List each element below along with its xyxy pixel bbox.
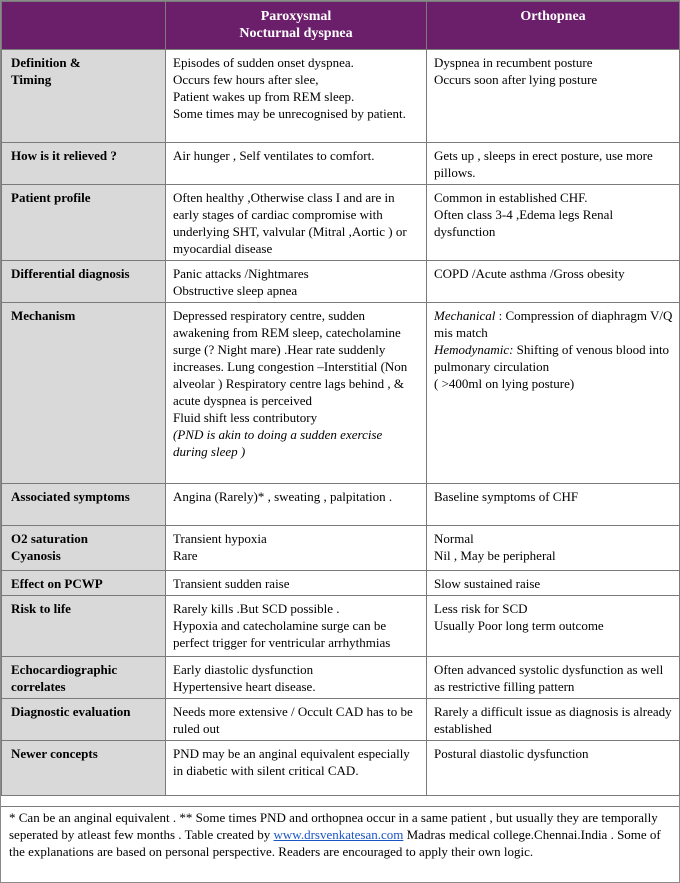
cell-text: Baseline symptoms of CHF bbox=[434, 489, 579, 504]
cell-text: Rarely kills .But SCD possible . bbox=[173, 601, 340, 616]
cell-line bbox=[434, 147, 673, 181]
row-label-line: Associated symptoms bbox=[11, 489, 130, 504]
cell-line bbox=[173, 307, 420, 409]
cell-line bbox=[434, 206, 673, 240]
row-label bbox=[2, 50, 166, 143]
table-row bbox=[2, 571, 680, 596]
header-pnd bbox=[166, 2, 427, 50]
cell-line bbox=[434, 661, 673, 695]
cell-line bbox=[173, 426, 420, 460]
cell-text: Needs more extensive / Occult CAD has to be ruled out bbox=[173, 704, 413, 736]
table-row bbox=[2, 185, 680, 261]
orthopnea-cell bbox=[427, 596, 680, 657]
cell-text: Often advanced systolic dysfunction as well as restrictive filling pattern bbox=[434, 662, 664, 694]
footnote-text-end: Madras medical college.Chennai.India . Some of the explanations are based on personal perspective. Readers are encouraged to apply their own logic. bbox=[9, 827, 661, 859]
cell-text: Transient sudden raise bbox=[173, 576, 290, 591]
cell-line bbox=[434, 488, 673, 505]
table-row bbox=[2, 143, 680, 185]
cell-line bbox=[434, 71, 673, 88]
cell-text: Usually Poor long term outcome bbox=[434, 618, 604, 633]
row-label-line: Effect on PCWP bbox=[11, 576, 103, 591]
orthopnea-cell bbox=[427, 526, 680, 571]
row-label bbox=[2, 143, 166, 185]
cell-line bbox=[173, 409, 420, 426]
orthopnea-cell bbox=[427, 484, 680, 526]
cell-text: Dyspnea in recumbent posture bbox=[434, 55, 593, 70]
cell-text: Panic attacks /Nightmares bbox=[173, 266, 309, 281]
orthopnea-cell bbox=[427, 571, 680, 596]
footnote-text-start: * Can be an anginal equivalent . ** Some times PND and orthopnea occur in a same patient , but usually they are temporally seperated by atleast few months . Table created by bbox=[9, 810, 658, 842]
row-label-line: Differential diagnosis bbox=[11, 266, 130, 281]
cell-text: Hypertensive heart disease. bbox=[173, 679, 316, 694]
cell-text: Fluid shift less contributory bbox=[173, 410, 318, 425]
row-label bbox=[2, 741, 166, 796]
cell-text: Often healthy ,Otherwise class I and are in early stages of cardiac compromise with underlying SHT, valvular (Mitral ,Aortic ) or myocardial disease bbox=[173, 190, 407, 256]
cell-line bbox=[173, 147, 420, 164]
table-row bbox=[2, 50, 680, 143]
table-row bbox=[2, 657, 680, 699]
header-feature bbox=[2, 2, 166, 50]
cell-text: Rare bbox=[173, 548, 198, 563]
row-label-line: Diagnostic evaluation bbox=[11, 704, 131, 719]
cell-text: Common in established CHF. bbox=[434, 190, 588, 205]
table-row bbox=[2, 261, 680, 303]
header-row bbox=[2, 2, 680, 50]
pnd-cell bbox=[166, 526, 427, 571]
row-label bbox=[2, 657, 166, 699]
cell-text: : Compression of diaphragm V/Q mis match bbox=[434, 308, 673, 340]
pnd-cell bbox=[166, 143, 427, 185]
cell-emphasis: (PND is akin to doing a sudden exercise during sleep ) bbox=[173, 427, 383, 459]
pnd-cell bbox=[166, 261, 427, 303]
cell-text: COPD /Acute asthma /Gross obesity bbox=[434, 266, 625, 281]
cell-line bbox=[173, 678, 420, 695]
row-label bbox=[2, 571, 166, 596]
cell-text: Obstructive sleep apnea bbox=[173, 283, 298, 298]
cell-text: Transient hypoxia bbox=[173, 531, 267, 546]
cell-text: Occurs few hours after slee, bbox=[173, 72, 319, 87]
cell-line bbox=[173, 617, 420, 651]
pnd-cell bbox=[166, 699, 427, 741]
cell-text: ( >400ml on lying posture) bbox=[434, 376, 575, 391]
cell-line bbox=[173, 575, 420, 592]
website-link[interactable]: www.drsvenkatesan.com bbox=[273, 827, 404, 842]
pnd-cell bbox=[166, 571, 427, 596]
table-row bbox=[2, 741, 680, 796]
row-label bbox=[2, 303, 166, 484]
cell-line bbox=[173, 71, 420, 88]
table-row bbox=[2, 484, 680, 526]
pnd-cell bbox=[166, 484, 427, 526]
orthopnea-cell bbox=[427, 699, 680, 741]
row-label-line: Cyanosis bbox=[11, 548, 61, 563]
orthopnea-cell bbox=[427, 261, 680, 303]
row-label bbox=[2, 185, 166, 261]
row-label-line: Mechanism bbox=[11, 308, 76, 323]
cell-line bbox=[434, 341, 673, 375]
pnd-cell bbox=[166, 657, 427, 699]
cell-line bbox=[434, 307, 673, 341]
table-row bbox=[2, 526, 680, 571]
pnd-cell bbox=[166, 303, 427, 484]
pnd-cell bbox=[166, 50, 427, 143]
cell-text: Postural diastolic dysfunction bbox=[434, 746, 589, 761]
table-row bbox=[2, 303, 680, 484]
pnd-cell bbox=[166, 741, 427, 796]
header-pnd-line2: Nocturnal dyspnea bbox=[239, 26, 353, 41]
row-label bbox=[2, 261, 166, 303]
row-label bbox=[2, 596, 166, 657]
orthopnea-cell bbox=[427, 303, 680, 484]
orthopnea-cell bbox=[427, 741, 680, 796]
row-label-line: O2 saturation bbox=[11, 531, 88, 546]
row-label bbox=[2, 526, 166, 571]
cell-text: Rarely a difficult issue as diagnosis is already established bbox=[434, 704, 672, 736]
cell-line bbox=[434, 703, 673, 737]
cell-text: Nil , May be peripheral bbox=[434, 548, 556, 563]
cell-line bbox=[434, 745, 673, 762]
cell-line bbox=[434, 54, 673, 71]
cell-text: Patient wakes up from REM sleep. bbox=[173, 89, 355, 104]
cell-text: Occurs soon after lying posture bbox=[434, 72, 598, 87]
cell-line bbox=[434, 600, 673, 617]
cell-line bbox=[434, 189, 673, 206]
pnd-cell bbox=[166, 185, 427, 261]
comparison-table bbox=[1, 1, 680, 796]
cell-line bbox=[434, 375, 673, 392]
cell-line bbox=[173, 661, 420, 678]
cell-text: Some times may be unrecognised by patient. bbox=[173, 106, 406, 121]
cell-text: Gets up , sleeps in erect posture, use more pillows. bbox=[434, 148, 653, 180]
header-orthopnea: Orthopnea bbox=[427, 2, 680, 50]
cell-line bbox=[434, 575, 673, 592]
cell-text: PND may be an anginal equivalent especially in diabetic with silent critical CAD. bbox=[173, 746, 410, 778]
row-label-line: How is it relieved ? bbox=[11, 148, 117, 163]
cell-line bbox=[173, 54, 420, 71]
orthopnea-cell bbox=[427, 143, 680, 185]
table-row bbox=[2, 596, 680, 657]
cell-text: Slow sustained raise bbox=[434, 576, 541, 591]
orthopnea-cell bbox=[427, 185, 680, 261]
cell-text: Hypoxia and catecholamine surge can be perfect trigger for ventricular arrhythmias bbox=[173, 618, 391, 650]
orthopnea-cell bbox=[427, 50, 680, 143]
cell-line bbox=[173, 530, 420, 547]
cell-text: Episodes of sudden onset dyspnea. bbox=[173, 55, 354, 70]
table-body bbox=[2, 50, 680, 796]
row-label-line: Echocardiographic correlates bbox=[11, 662, 118, 694]
row-label-line: Patient profile bbox=[11, 190, 91, 205]
row-label-line: Timing bbox=[11, 72, 52, 87]
orthopnea-cell bbox=[427, 657, 680, 699]
cell-line bbox=[173, 600, 420, 617]
row-label-line: Risk to life bbox=[11, 601, 71, 616]
cell-text: Shifting of venous blood into pulmonary circulation bbox=[434, 342, 670, 374]
cell-emphasis: Hemodynamic: bbox=[434, 342, 514, 357]
row-label-line: Newer concepts bbox=[11, 746, 98, 761]
cell-text: Often class 3-4 ,Edema legs Renal dysfunction bbox=[434, 207, 614, 239]
cell-line bbox=[173, 265, 420, 282]
cell-line bbox=[434, 265, 673, 282]
row-label-line: Definition & bbox=[11, 55, 81, 70]
cell-line bbox=[173, 189, 420, 257]
cell-line bbox=[173, 105, 420, 122]
cell-text: Early diastolic dysfunction bbox=[173, 662, 314, 677]
cell-text: Air hunger , Self ventilates to comfort. bbox=[173, 148, 375, 163]
cell-line bbox=[173, 282, 420, 299]
cell-line bbox=[434, 547, 673, 564]
cell-line bbox=[173, 547, 420, 564]
pnd-cell bbox=[166, 596, 427, 657]
cell-line bbox=[434, 530, 673, 547]
cell-emphasis: Mechanical bbox=[434, 308, 496, 323]
cell-line bbox=[173, 745, 420, 779]
cell-text: Less risk for SCD bbox=[434, 601, 528, 616]
cell-line bbox=[173, 488, 420, 505]
cell-text: Depressed respiratory centre, sudden awakening from REM sleep, catecholamine surge (? Night mare) .Hear rate suddenly increases. Lung congestion –Interstitial (Non alveolar ) Respiratory centre lags behind , & acute dyspnea is perceived bbox=[173, 308, 408, 408]
table-row bbox=[2, 699, 680, 741]
cell-text: Normal bbox=[434, 531, 474, 546]
footnote bbox=[1, 806, 679, 882]
header-pnd-line1: Paroxysmal bbox=[260, 9, 332, 24]
cell-line bbox=[173, 88, 420, 105]
cell-text: Angina (Rarely)* , sweating , palpitation . bbox=[173, 489, 393, 504]
row-label bbox=[2, 699, 166, 741]
cell-line bbox=[173, 703, 420, 737]
row-label bbox=[2, 484, 166, 526]
cell-line bbox=[434, 617, 673, 634]
